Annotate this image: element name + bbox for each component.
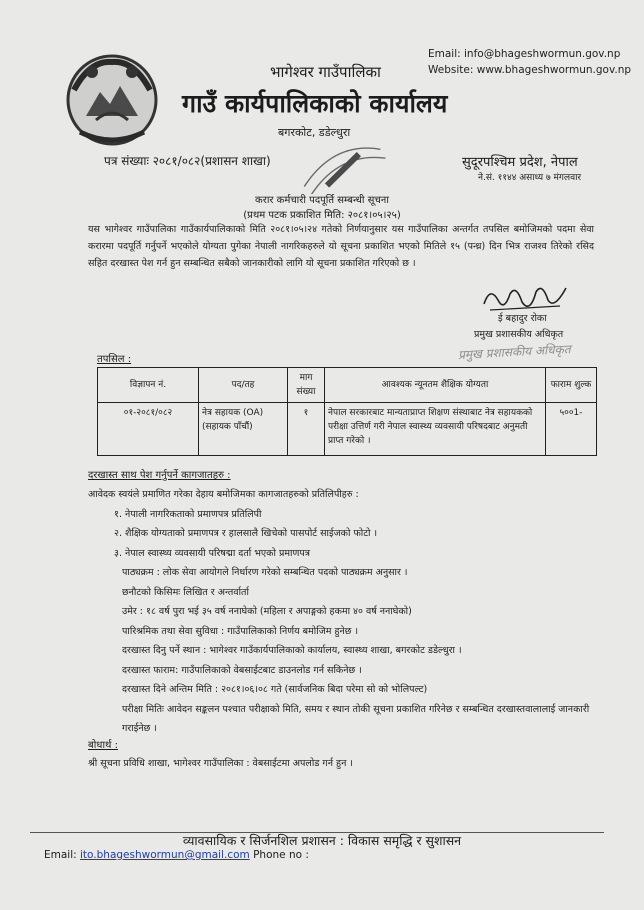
- header-cell: विज्ञापन नं.: [98, 368, 199, 403]
- table-header-row: [98, 368, 597, 403]
- nepal-emblem-logo: [60, 46, 164, 150]
- designation-stamp: प्रमुख प्रशासकीय अधिकृत: [457, 342, 571, 362]
- demand-count-cell: १: [288, 403, 325, 456]
- notice-subtitle: (प्रथम पटक प्रकाशित मिति: २०८१।०५।२५): [243, 210, 401, 221]
- footer-email-label: Email:: [44, 849, 77, 861]
- signatory-designation: प्रमुख प्रशासकीय अधिकृत: [474, 329, 564, 340]
- office-location: बगरकोट, डडेल्धुरा: [278, 126, 351, 139]
- municipality-name: भागेश्वर गाउँपालिका: [270, 63, 381, 81]
- vacancy-table: [97, 367, 597, 456]
- footer-contact: [44, 849, 309, 861]
- note-item: दरखास्त दिनु पर्ने स्थान : भागेश्वर गाउँकार्यपालिकाको कार्यालय, स्वास्थ्य शाखा, बगरकोट डडेल्धुरा ।: [122, 645, 462, 656]
- header-cell: आवश्यक न्यूनतम शैक्षिक योग्यता: [325, 368, 546, 403]
- details-label: तपसिल :: [97, 354, 132, 365]
- qualification-cell: नेपाल सरकारबाट मान्यताप्राप्त शिक्षण संस्थाबाट नेत्र सहायकको परीक्षा उत्तिर्ण गरी नेपाल स्वास्थ्य व्यवसायी परिषदबाट अनुमती प्राप्त गरेको ।: [325, 403, 546, 456]
- table-row: [98, 403, 597, 456]
- bodhartha-text: श्री सूचना प्रविधि शाखा, भागेश्वर गाउँपालिका : वेबसाईटमा अपलोड गर्न हुन ।: [88, 758, 353, 769]
- note-item: उमेर : १८ वर्ष पुरा भई ३५ वर्ष ननाघेको (महिला र अपाङ्गको हकमा ४० वर्ष ननाघेको): [122, 606, 412, 617]
- office-title: गाउँ कार्यपालिकाको कार्यालय: [182, 89, 448, 118]
- reference-number: पत्र संख्याः २०८१/०८२(प्रशासन शाखा): [104, 154, 271, 168]
- documents-intro: आवेदक स्वयंले प्रमाणित गरेका देहाय बमोजिमका कागजातहरुको प्रतिलिपीहरु :: [88, 489, 359, 500]
- advert-number-cell: ०१-२०८१/०८२: [98, 403, 199, 456]
- document-item: ३. नेपाल स्वास्थ्य व्यवसायी परिषद्मा दर्ता भएको प्रमाणपत्र: [114, 547, 311, 559]
- office-stamp: [292, 140, 392, 194]
- signatory-name: ई बहादुर रोका: [498, 313, 547, 324]
- header-cell: पद/तह: [199, 368, 288, 403]
- note-item: छनौटको किसिमः लिखित र अन्तर्वार्ता: [122, 586, 249, 598]
- form-fee-cell: ५००1-: [546, 403, 597, 456]
- notice-body: यस भागेश्वर गाउँपालिका गाउँकार्यपालिकाको मिति २०८१।०५।२४ गतेको निर्णयानुसार यस गाउँपालिका अन्तर्गत तपसिल बमोजिमको पदमा सेवा करारमा पदपूर्ति गर्नुपर्ने भएकोले योग्यता पुगेका नेपाली नागरिकहरुले यो सूचना प्रकाशित भएको मितिले १५ (पन्ध्र) दिन भित्र राजश्व तिरेको रसिद सहित दरखास्त पेश गर्न हुन सम्बन्धित सबैको जानकारीको लागि यो सूचना प्रकाशित गरिएको छ ।: [88, 224, 594, 269]
- documents-label: दरखास्त साथ पेश गर्नुपर्ने कागजातहरु :: [88, 470, 231, 481]
- documents-list: [88, 485, 604, 739]
- document-item: २. शैक्षिक योग्यताको प्रमाणपत्र र हालसालै खिचेको पासपोर्ट साईजको फोटो ।: [114, 528, 378, 539]
- document-item: १. नेपाली नागरिकताको प्रमाणपत्र प्रतिलिपी: [114, 508, 262, 520]
- note-item: परीक्षा मितिः आवेदन सङ्कलन पश्चात परीक्षाको मिति, समय र स्थान तोकी सूचना प्रकाशित गरिनेछ र सम्बन्धित दरखास्तवालालाई जानकारी गराईनेछ ।: [122, 703, 590, 734]
- note-item: पाठ्यक्रम : लोक सेवा आयोगले निर्धारण गरेको सम्बन्धित पदको पाठ्यक्रम अनुसार ।: [122, 567, 408, 578]
- header-cell: माग संख्या: [288, 368, 325, 403]
- province-name: सुदूरपश्चिम प्रदेश, नेपाल: [462, 155, 578, 170]
- bodhartha-label: बोधार्थ :: [88, 740, 118, 751]
- note-item: पारिश्रमिक तथा सेवा सुविधा : गाउँपालिकाको निर्णय बमोजिम हुनेछ ।: [122, 625, 359, 637]
- footer-email-link[interactable]: ito.bhageshwormun@gmail.com: [80, 849, 250, 861]
- footer-slogan: व्यावसायिक र सिर्जनशिल प्रशासन : विकास समृद्धि र सुशासन: [182, 833, 462, 848]
- header-cell: फाराम शुल्क: [546, 368, 597, 403]
- header-email: Email: info@bhageshwormun.gov.np: [428, 48, 621, 60]
- position-cell: नेत्र सहायक (OA) (सहायक पाँचौं): [199, 403, 288, 456]
- note-item: दरखास्त दिने अन्तिम मिति : २०८१।०६।०८ गते (सार्वजनिक बिदा परेमा सो को भोलिपल्ट): [122, 684, 428, 695]
- notice-title: करार कर्मचारी पदपूर्ति सम्बन्धी सूचना: [255, 195, 389, 206]
- note-item: दरखास्त फाराम: गाउँपालिकाको वेबसाईटबाट डाउनलोड गर्न सकिनेछ ।: [122, 664, 362, 676]
- header-website: Website: www.bhageshwormun.gov.np: [428, 64, 632, 76]
- footer-phone-label: Phone no :: [253, 849, 309, 861]
- letter-date: ने.सं. ११४४ असाध्य ७ मंगलवार: [478, 173, 582, 183]
